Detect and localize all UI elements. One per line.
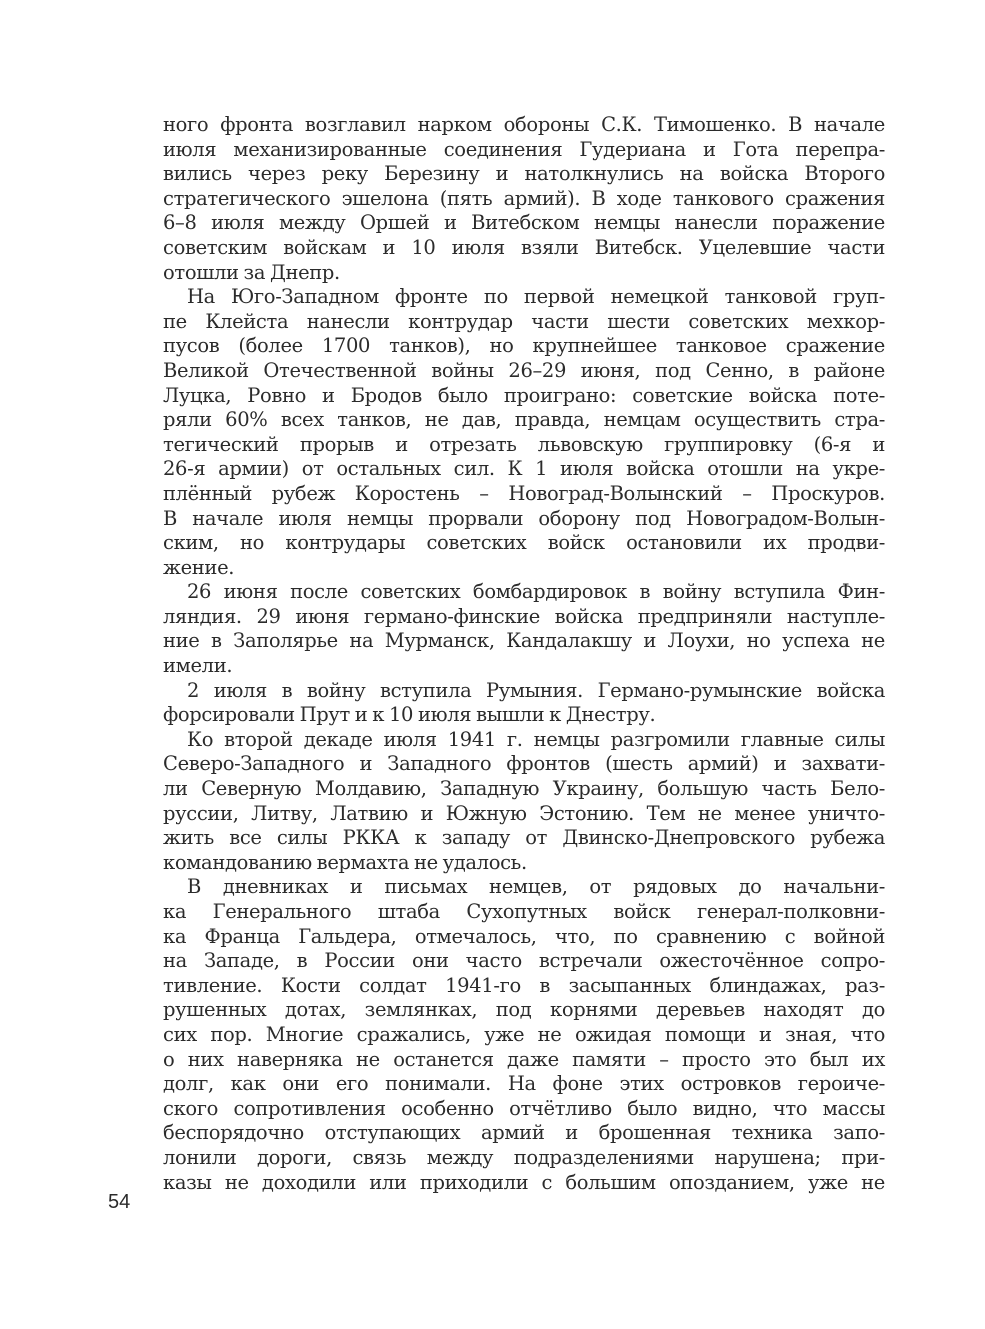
text-line: рушенных дотах, землянках, под корнями деревьев находят до [163, 998, 885, 1022]
text-line: лонили дороги, связь между подразделениями нарушена; при- [163, 1145, 885, 1169]
text-line: ка Франца Гальдера, отмечалось, что, по сравнению с войной [163, 924, 885, 948]
text-line: отошли за Днепр. [163, 260, 340, 284]
text-line: казы не доходили или приходили с большим опозданием, уже не [163, 1170, 885, 1194]
text-line: беспорядочно отступающих армий и брошенная техника запо- [163, 1121, 885, 1145]
text-line: 26-я армии) от остальных сил. К 1 июля войска отошли на укре- [163, 457, 885, 481]
text-line: пусов (более 1700 танков), но крупнейшее танковое сражение [163, 334, 885, 358]
text-line: В начале июля немцы прорвали оборону под Новоградом-Волын- [163, 506, 885, 530]
text-line: ного фронта возглавил нарком обороны С.К. Тимошенко. В начале [163, 113, 885, 136]
text-line: тегический прорыв и отрезать львовскую группировку (6-я и [163, 432, 885, 456]
text-line: На Юго-Западном фронте по первой немецкой танковой груп- [187, 285, 885, 309]
text-line: командованию вермахта не удалось. [163, 850, 527, 874]
text-line: долг, как они его понимали. На фоне этих островков героиче- [163, 1072, 885, 1096]
text-line: ка Генерального штаба Сухопутных войск генерал-полковни- [163, 900, 885, 923]
text-line: Северо-Западного и Западного фронтов (шесть армий) и захвати- [163, 752, 885, 776]
text-line: пе Клейста нанесли контрудар части шести советских мехкор- [163, 309, 885, 333]
text-line: руссии, Литву, Латвию и Южную Эстонию. Тем не менее уничто- [163, 801, 885, 825]
text-line: плённый рубеж Коростень – Новоград-Волынский – Проскуров. [163, 481, 885, 505]
text-line: В дневниках и письмах немцев, от рядовых до начальни- [187, 875, 885, 899]
text-line: ляндия. 29 июня германо-финские войска предприняли наступле- [163, 604, 885, 628]
text-line: Великой Отечественной войны 26–29 июня, под Сенно, в районе [163, 358, 885, 382]
text-line: Ко второй декаде июля 1941 г. немцы разгромили главные силы [187, 727, 885, 751]
text-line: 6–8 июля между Оршей и Витебском немцы нанесли поражение [163, 211, 885, 235]
text-line: на Западе, в России они часто встречали ожесточённое сопро- [163, 949, 885, 973]
text-line: сих пор. Многие сражались, уже не ожидая помощи и зная, что [163, 1022, 885, 1046]
text-line: 2 июля в войну вступила Румыния. Германо-румынские войска [187, 678, 885, 702]
text-line: ние в Заполярье на Мурманск, Кандалакшу и Лоухи, но успеха не [163, 629, 885, 653]
text-line: о них наверняка не останется даже памяти – просто это был их [163, 1047, 885, 1071]
text-line: стратегического эшелона (пять армий). В ходе танкового сражения [163, 186, 885, 210]
text-line: вились через реку Березину и натолкнулись на войска Второго [163, 162, 885, 186]
text-line: июля механизированные соединения Гудериана и Гота перепра- [163, 137, 885, 161]
text-line: тивление. Кости солдат 1941-го в засыпанных блиндажах, раз- [163, 973, 885, 997]
text-line: ским, но контрудары советских войск остановили их продви- [163, 531, 885, 555]
text-line: советским войскам и 10 июля взяли Витебск. Уцелевшие части [163, 235, 885, 259]
text-line: ского сопротивления особенно отчётливо было видно, что массы [163, 1096, 885, 1120]
text-line: жить все силы РККА к западу от Двинско-Днепровского рубежа [163, 826, 885, 850]
text-line: ли Северную Молдавию, Западную Украину, большую часть Бело- [163, 777, 885, 801]
text-line: жение. [163, 555, 235, 579]
text-line: форсировали Прут и к 10 июля вышли к Днестру. [163, 703, 656, 727]
page-number: 54 [108, 1191, 131, 1213]
text-line: 26 июня после советских бомбардировок в войну вступила Фин- [187, 580, 885, 604]
text-line: имели. [163, 654, 233, 678]
text-line: Луцка, Ровно и Бродов было проиграно: советские войска поте- [163, 383, 885, 407]
page-body [163, 113, 885, 1195]
text-line: ряли 60% всех танков, не дав, правда, немцам осуществить стра- [163, 408, 885, 432]
